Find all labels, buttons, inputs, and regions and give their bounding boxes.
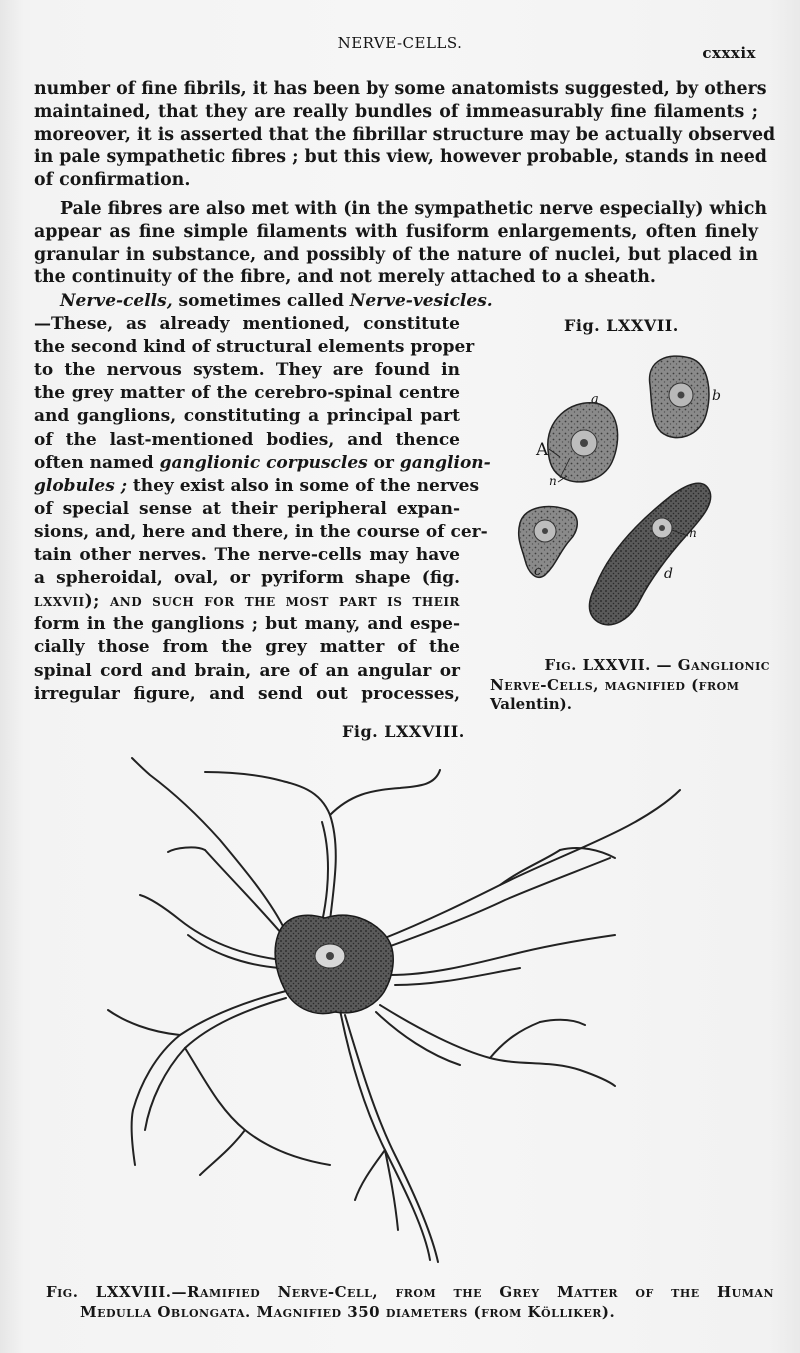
text-line: Pale fibres are also met with (in the sympathetic nerve especially) which: [60, 199, 767, 219]
label-a: a: [591, 392, 600, 407]
text-line: tain other nerves. The nerve-cells may have: [34, 545, 460, 566]
text-line: to the nervous system. They are found in: [34, 360, 460, 381]
label-d: d: [664, 566, 674, 582]
text-line: appear as fine simple filaments with fusiform enlargements, often finely: [34, 221, 758, 242]
dendrites: [108, 758, 680, 1262]
text-line: the continuity of the fibre, and not merely attached to a sheath.: [34, 267, 656, 288]
label-n-1: n: [549, 474, 558, 488]
caption-text: Medulla Oblongata. Magnified 350 diameters (from Kölliker).: [80, 1303, 616, 1321]
figure-78-title: Fig. LXXVIII.: [342, 722, 465, 741]
text-line: the second kind of structural elements proper: [34, 337, 475, 358]
label-A: A: [536, 440, 549, 460]
page-number: cxxxix: [702, 44, 756, 62]
text-fragment: or: [367, 452, 400, 473]
text-line: of confirmation.: [34, 170, 191, 191]
text-fragment: lxxvii); and such for the most part is their: [34, 591, 460, 612]
text-line: of the last-mentioned bodies, and thence: [34, 429, 460, 450]
label-n-2: n: [689, 526, 698, 540]
heading-italic-2: Nerve-vesicles.: [349, 291, 493, 311]
text-line: cially those from the grey matter of the: [34, 637, 460, 658]
italic-term: globules ;: [34, 475, 127, 496]
caption-line: [46, 1282, 774, 1302]
italic-term: ganglion-: [399, 452, 491, 473]
nerve-cell-body: [275, 915, 393, 1013]
text-line: form in the ganglions ; but many, and espe-: [34, 614, 460, 635]
heading-italic: Nerve-cells,: [60, 291, 173, 311]
text-line: number of fine fibrils, it has been by some anatomists suggested, by others: [34, 79, 767, 99]
running-head: NERVE-CELLS.: [337, 34, 463, 52]
caption-line: Valentin).: [490, 695, 572, 713]
text-line: the grey matter of the cerebro-spinal centre: [34, 383, 460, 404]
italic-term: ganglionic corpuscles: [159, 452, 368, 473]
text-line: a spheroidal, oval, or pyriform shape (fig.: [34, 568, 460, 589]
caption-text: Fig. LXXVIII.—Ramified Nerve-Cell, from the Grey Matter of the Human: [46, 1283, 774, 1301]
text-line: —These, as already mentioned, constitute: [34, 314, 460, 335]
caption-text: Fig. LXXVII. — Ganglionic: [544, 656, 770, 674]
text-fragment: often named: [34, 452, 160, 473]
caption-text: Nerve-Cells, magnified (from: [490, 675, 740, 694]
text-line: irregular figure, and send out processes,: [34, 683, 460, 704]
text-line: maintained, that they are really bundles of immeasurably fine filaments ;: [34, 101, 758, 122]
label-c: c: [534, 564, 542, 579]
text-line: moreover, it is asserted that the fibrillar structure may be actually observed: [34, 124, 776, 145]
text-fragment: they exist also in some of the nerves: [126, 475, 480, 496]
heading-text: sometimes called: [172, 291, 350, 311]
text-line: and ganglions, constituting a principal part: [34, 406, 460, 427]
text-line: of special sense at their peripheral expan-: [34, 498, 460, 519]
text-line: granular in substance, and possibly of the nature of nuclei, but placed in: [34, 244, 758, 265]
text-line: sions, and, here and there, in the course of cer-: [34, 521, 488, 542]
caption-line: [46, 1302, 774, 1322]
figure-77-title: Fig. LXXVII.: [564, 316, 679, 335]
text-line: in pale sympathetic fibres ; but this view, however probable, stands in need: [34, 147, 767, 168]
figure-78-caption: [46, 1282, 774, 1322]
label-b: b: [712, 388, 722, 404]
text-line: spinal cord and brain, are of an angular or: [34, 660, 460, 681]
